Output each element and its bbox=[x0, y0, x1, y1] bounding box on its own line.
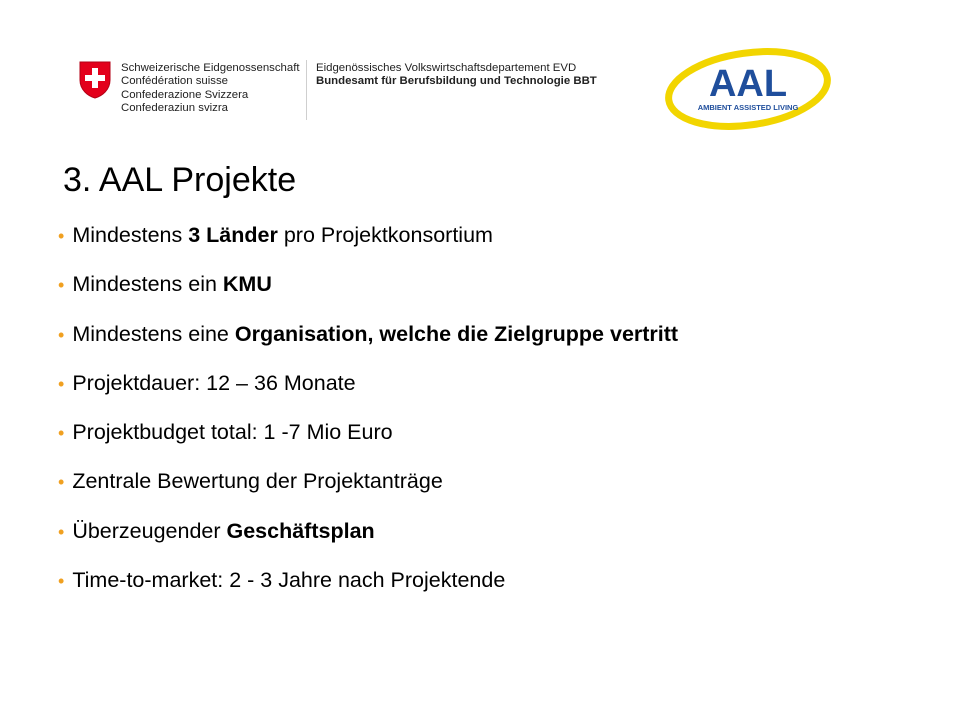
bullet-dot-icon: • bbox=[58, 324, 65, 345]
bullet-dot-icon: • bbox=[58, 373, 65, 394]
bullet-text: Projektdauer: 12 – 36 Monate bbox=[72, 370, 356, 395]
bullet-text: Mindestens bbox=[72, 223, 189, 247]
bullet-text: Überzeugender bbox=[72, 518, 227, 543]
swiss-coat-of-arms-icon bbox=[78, 60, 112, 100]
bullet-emphasis: KMU bbox=[222, 272, 272, 297]
bullet-text: Mindestens ein bbox=[72, 272, 223, 297]
bullet-item bbox=[58, 568, 678, 593]
bullet-item bbox=[58, 223, 678, 248]
bullet-item bbox=[58, 469, 678, 494]
confederation-name-de: Schweizerische Eidgenossenschaft bbox=[121, 62, 300, 74]
bullet-text: Projektbudget total: 1 -7 Mio Euro bbox=[72, 420, 393, 445]
bullet-item bbox=[58, 371, 678, 396]
bullet-emphasis: Geschäftsplan bbox=[226, 518, 375, 543]
confederation-name-it: Confederazione Svizzera bbox=[121, 88, 249, 101]
bullet-dot-icon: • bbox=[58, 226, 65, 246]
bullet-emphasis: Organisation, welche die Zielgruppe vertritt bbox=[234, 321, 679, 346]
confederation-names bbox=[121, 62, 300, 115]
bullet-item bbox=[58, 272, 678, 297]
bullet-text-suffix: pro Projektkonsortium bbox=[277, 223, 493, 247]
bullet-text: Zentrale Bewertung der Projektanträge bbox=[72, 469, 443, 494]
aal-logo-text: AAL bbox=[708, 63, 788, 105]
bullet-item bbox=[58, 322, 678, 347]
department-name: Eidgenössisches Volkswirtschaftsdepartement EVD bbox=[316, 62, 577, 74]
department-block bbox=[316, 62, 597, 89]
bullet-dot-icon: • bbox=[58, 423, 65, 444]
bullet-dot-icon: • bbox=[58, 571, 65, 592]
aal-logo bbox=[664, 48, 832, 130]
bullet-dot-icon: • bbox=[58, 521, 65, 542]
bullet-emphasis: 3 Länder bbox=[188, 223, 278, 247]
header bbox=[0, 0, 960, 150]
bullet-dot-icon: • bbox=[58, 275, 65, 296]
bullet-list bbox=[58, 223, 678, 617]
bullet-text: Mindestens eine bbox=[72, 321, 235, 346]
aal-logo-tagline: AMBIENT ASSISTED LIVING bbox=[697, 103, 799, 112]
header-divider bbox=[306, 60, 307, 120]
bullet-item bbox=[58, 519, 678, 544]
bullet-dot-icon: • bbox=[58, 472, 65, 493]
bullet-item bbox=[58, 420, 678, 445]
office-name: Bundesamt für Berufsbildung und Technologie BBT bbox=[316, 75, 597, 88]
confederation-name-fr: Confédération suisse bbox=[121, 75, 229, 88]
slide-title: 3. AAL Projekte bbox=[63, 161, 297, 199]
confederation-name-rm: Confederaziun svizra bbox=[121, 101, 228, 114]
bullet-text: Time-to-market: 2 - 3 Jahre nach Projektende bbox=[72, 568, 506, 593]
